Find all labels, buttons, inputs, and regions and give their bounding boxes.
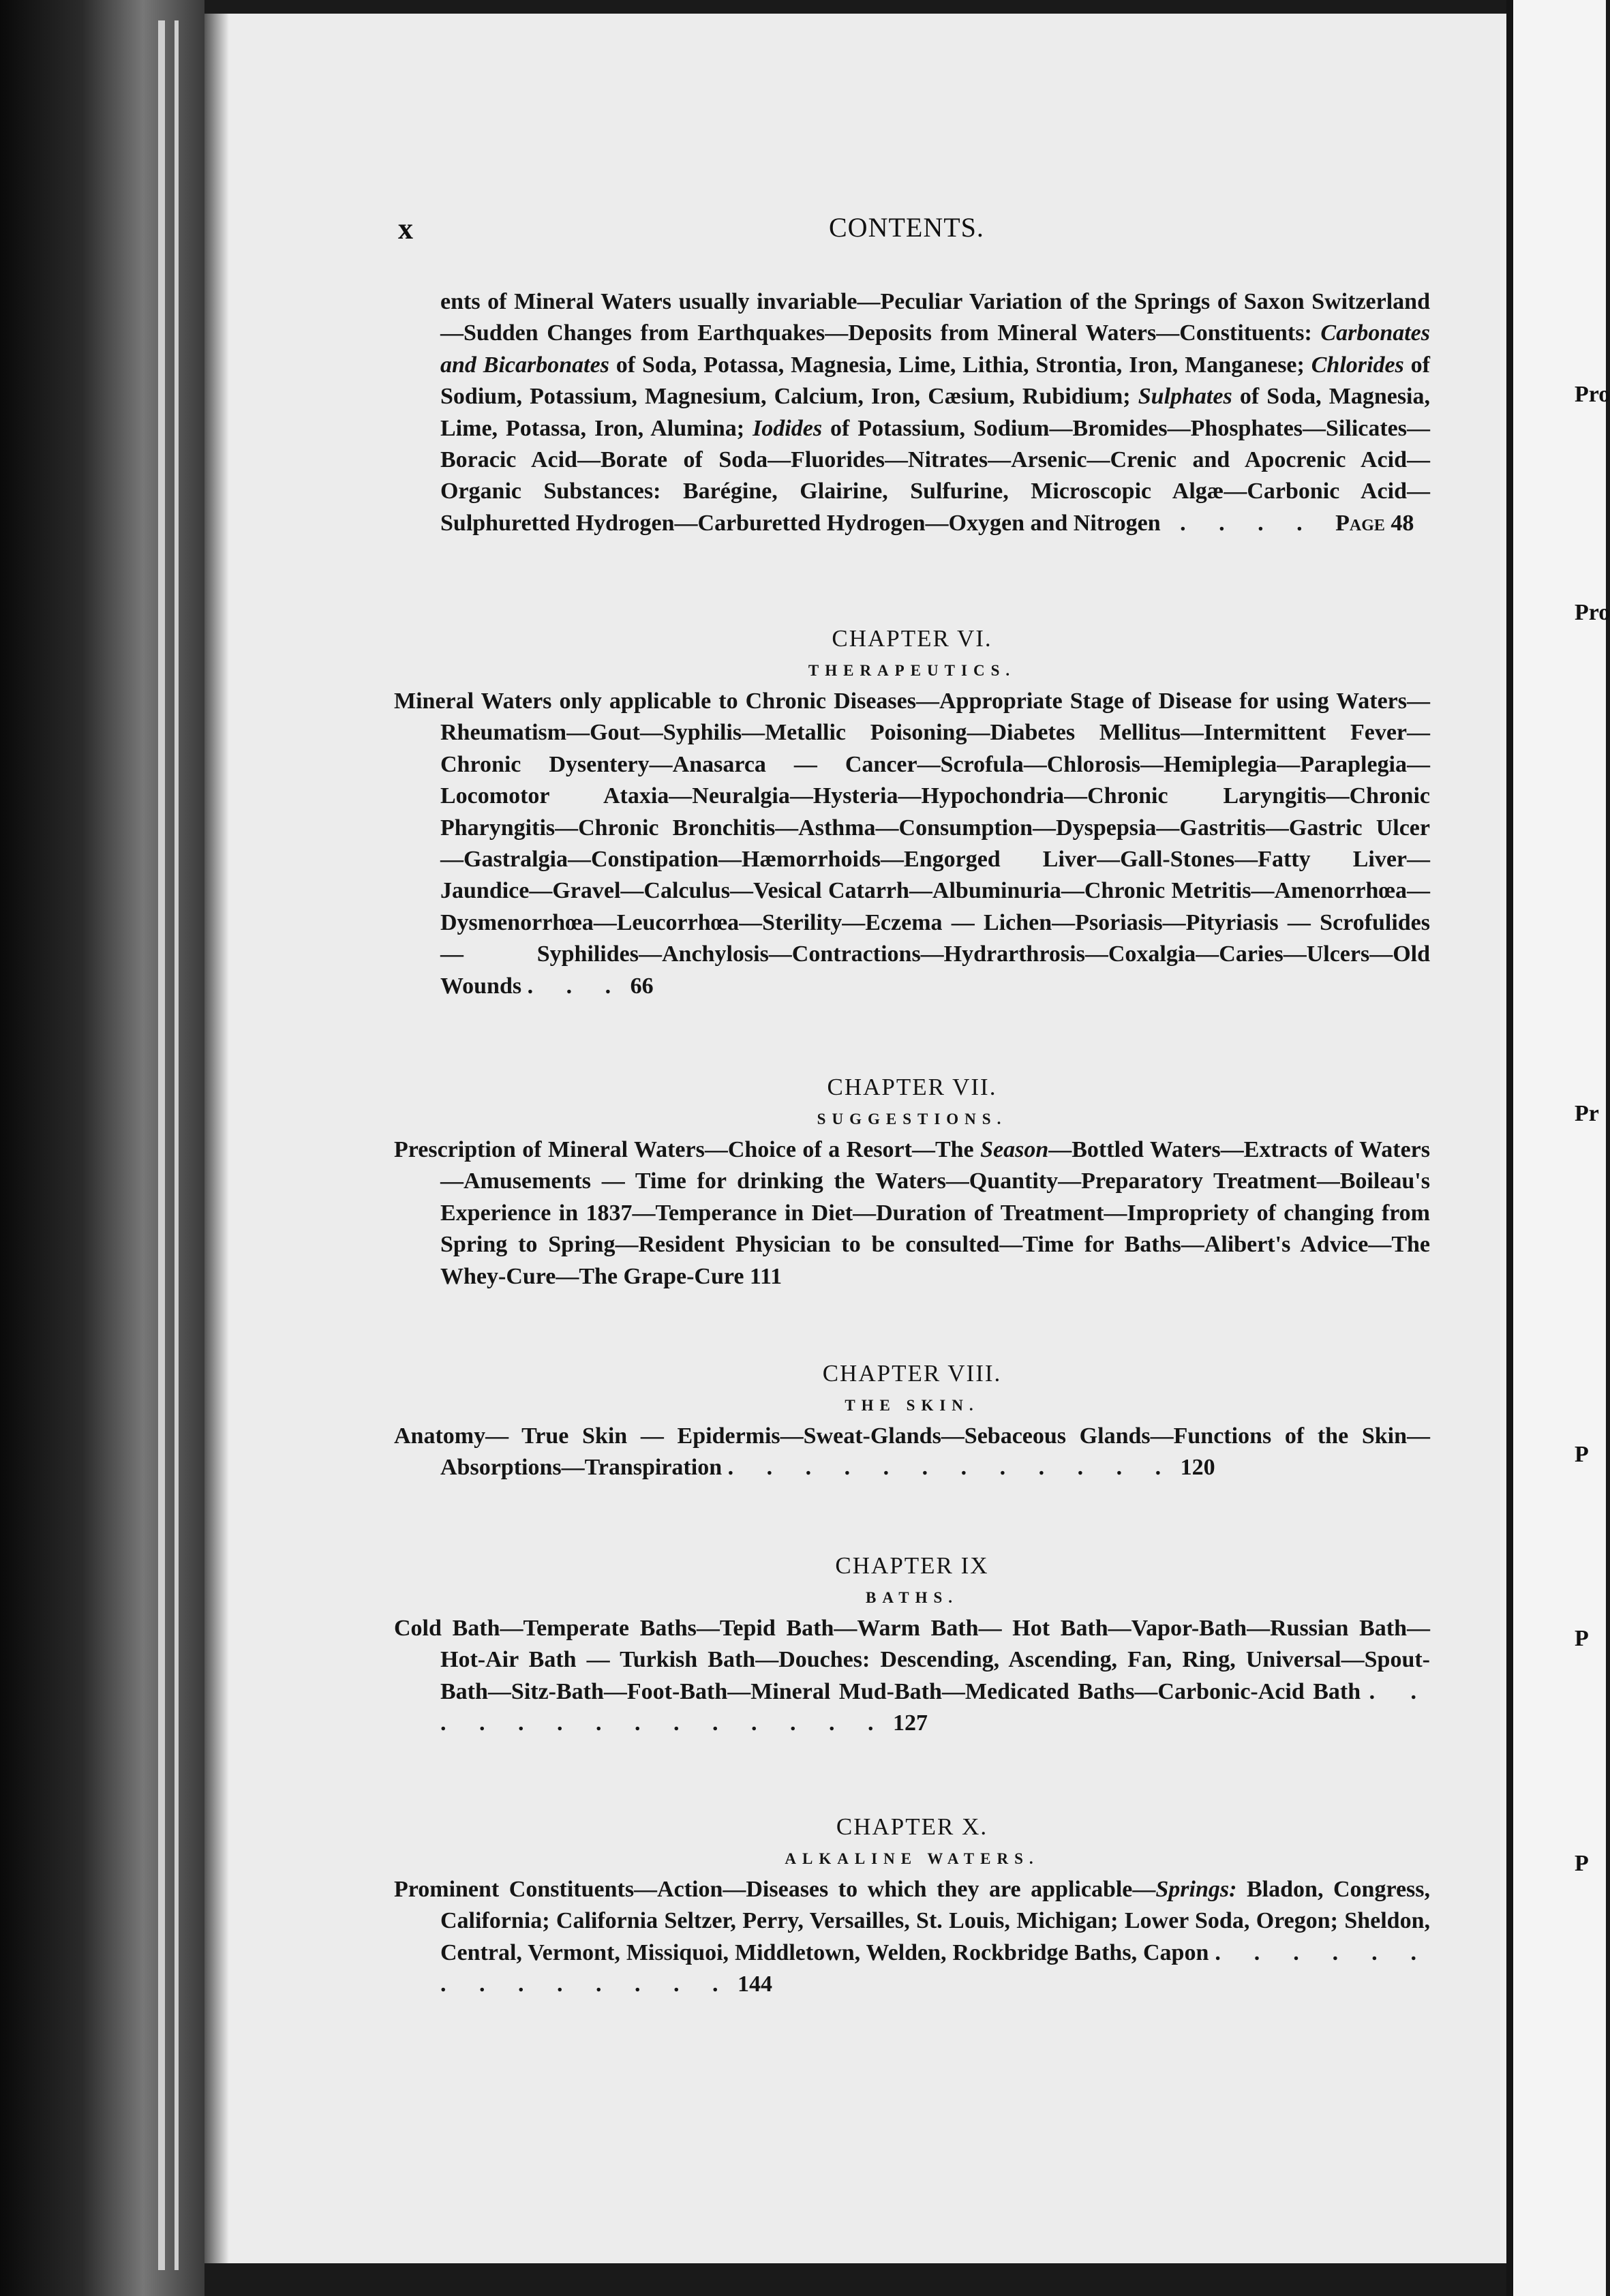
entry-text: —Bottled Waters—Extracts of Waters—Amusements — Time for drinking the Waters—Quantity—Preparatory Treatment—Boileau's Experience in 1837—Temperance in Diet—Duration of Treatment—Impropriety of changing from Spring to Spring—Resident Physician to be consulted—Time for Baths—Alibert's Advice—The Whey-Cure—The Grape-Cure <box>440 1137 1430 1289</box>
toc-entry-text <box>394 1613 1430 1740</box>
facing-page-fragment: Pro <box>1575 600 1610 625</box>
page-edge-line <box>174 20 179 2270</box>
dot-leader: . . . . <box>1160 510 1336 536</box>
chapter-heading: CHAPTER VII. <box>827 1074 997 1100</box>
dot-leader: . . . <box>527 973 625 999</box>
chapter-x-section <box>394 1810 1430 2001</box>
page-reference: 144 <box>738 1972 772 1997</box>
page-edge-line <box>158 20 165 2270</box>
running-title: CONTENTS. <box>829 212 984 243</box>
entry-text: Anatomy— True Skin — Epidermis—Sweat-Glands—Sebaceous Glands—Functions of the Skin—Absorptions—Transpiration <box>394 1423 1430 1481</box>
entry-text: Mineral Waters only applicable to Chronic Diseases—Appropriate Stage of Disease for using Waters—Rheumatism—Gout—Syphilis—Metallic Poisoning—Diabetes Mellitus—Intermittent Fever—Chronic Dysentery—Anasarca — Cancer—Scrofula—Chlorosis—Hemiplegia—Paraplegia—Locomotor Ataxia—Neuralgia—Hysteria—Hypochondria—Chronic Laryngitis—Chronic Pharyngitis—Chronic Bronchitis—Asthma—Consumption—Dyspepsia—Gastritis—Gastric Ulcer—Gastralgia—Constipation—Hæmorrhoids—Engorged Liver—Gall-Stones—Fatty Liver—Jaundice—Gravel—Calculus—Vesical Catarrh—Albuminuria—Chronic Metritis—Amenorrhœa—Dysmenorrhœa—Leucorrhœa—Sterility—Eczema — Lichen—Psoriasis—Pityriasis — Scrofulides — Syphilides—Anchylosis—Contractions—Hydrarthrosis—Coxalgia—Caries—Ulcers—Old Wounds <box>394 689 1430 999</box>
toc-entry-text <box>394 1421 1430 1484</box>
toc-entry-text <box>394 1134 1430 1293</box>
toc-entry-text <box>394 286 1430 539</box>
entry-text: of Sodium, Potassium, Magnesium, Calcium, Iron, Cæsium, Rubidium; <box>440 352 1430 410</box>
page-reference: 127 <box>893 1710 928 1736</box>
toc-entry-text <box>394 686 1430 1002</box>
chapter-ix-section <box>394 1549 1430 1740</box>
chapter-subtitle: BATHS. <box>865 1589 959 1606</box>
entry-text: Cold Bath—Temperate Baths—Tepid Bath—Warm Bath— Hot Bath—Vapor-Bath—Russian Bath—Hot-Air Bath — Turkish Bath—Douches: Descending, Ascending, Fan, Ring, Universal—Spout-Bath—Sitz-Bath—Foot-Bath—Mineral Mud-Bath—Medicated Baths—Carbonic-Acid Bath <box>394 1616 1430 1704</box>
chapter-viii-section <box>394 1357 1430 1484</box>
chapter-vi-section <box>394 622 1430 1002</box>
facing-page <box>1513 0 1606 2296</box>
entry-text: Prescription of Mineral Waters—Choice of a Resort—The <box>394 1137 981 1162</box>
entry-text: Prominent Constituents—Action—Diseases to which they are applicable— <box>394 1877 1156 1902</box>
page-header <box>0 211 1606 252</box>
entry-text: of Soda, Magnesia, Lime, Potassa, Iron, Alumina; <box>440 384 1430 441</box>
book-spine <box>0 0 204 2296</box>
page-reference: Page 48 <box>1335 510 1414 536</box>
page-reference: 111 <box>749 1263 783 1289</box>
entry-text: of Potassium, Sodium—Bromides—Phosphates—Silicates—Boracic Acid—Borate of Soda—Fluorides—Nitrates—Arsenic—Crenic and Apocrenic Acid—Organic Substances: Barégine, Glairine, Sulfurine, Microscopic Algæ—Carbonic Acid—Sulphuretted Hydrogen—Carburetted Hydrogen—Oxygen and Nitrogen <box>440 415 1431 536</box>
dot-leader: . . . . . . . . . . . . . . <box>440 1939 1431 1997</box>
chapter-subtitle: ALKALINE WATERS. <box>785 1850 1039 1867</box>
dot-leader: . . . . . . . . . . . . . . <box>440 1678 1431 1736</box>
page-reference: 120 <box>1180 1455 1215 1481</box>
entry-italic: Sulphates <box>1138 384 1232 410</box>
chapter-heading: CHAPTER X. <box>836 1813 988 1840</box>
page-number: x <box>398 212 413 245</box>
facing-page-fragment: P <box>1575 1442 1589 1467</box>
chapter-heading: CHAPTER VIII. <box>822 1360 1002 1387</box>
toc-entry-text <box>394 1874 1430 2001</box>
entry-text: ents of Mineral Waters usually invariable—Peculiar Variation of the Springs of Saxon Switzerland—Sudden Changes from Earthquakes—Deposits from Mineral Waters—Constituents: <box>440 289 1430 346</box>
entry-italic: Carbonates and Bicarbonates <box>440 320 1430 378</box>
entry-italic: Iodides <box>753 415 823 441</box>
chapter-v-continuation <box>394 286 1430 539</box>
chapter-vii-section <box>394 1070 1430 1293</box>
facing-page-fragment: P <box>1575 1626 1589 1651</box>
chapter-subtitle: THE SKIN. <box>845 1397 979 1414</box>
entry-text: of Soda, Potassa, Magnesia, Lime, Lithia, Strontia, Iron, Manganese; <box>609 352 1311 378</box>
page-gutter-shadow <box>204 14 229 2263</box>
facing-page-fragment: Pr <box>1575 1101 1599 1126</box>
facing-page-fragment: Pro <box>1575 382 1610 407</box>
entry-italic: Season <box>980 1137 1049 1162</box>
chapter-subtitle: THERAPEUTICS. <box>808 662 1016 679</box>
entry-italic: Chlorides <box>1311 352 1404 378</box>
chapter-subtitle: SUGGESTIONS. <box>817 1111 1007 1128</box>
dot-leader: . . . . . . . . . . . . <box>727 1455 1175 1481</box>
chapter-heading: CHAPTER IX <box>835 1552 989 1579</box>
page-reference: 66 <box>630 973 654 999</box>
chapter-heading: CHAPTER VI. <box>832 625 992 652</box>
facing-page-fragment: P <box>1575 1851 1589 1876</box>
entry-italic: Springs: <box>1155 1877 1237 1902</box>
entry-text: Bladon, Congress, California; California Seltzer, Perry, Versailles, St. Louis, Michigan; Lower Soda, Oregon; Sheldon, Central, Vermont, Missiquoi, Middletown, Welden, Rockbridge Baths, Capon <box>440 1877 1430 1965</box>
